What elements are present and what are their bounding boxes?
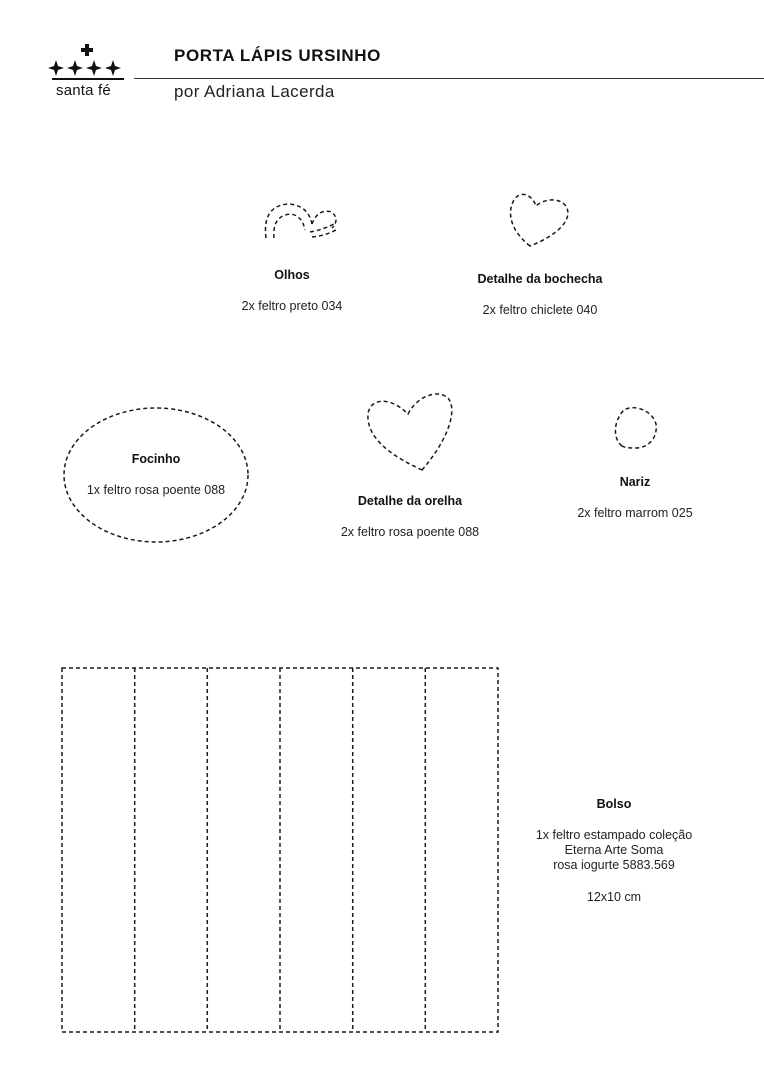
nariz-material: 2x feltro marrom 025 [577,506,693,520]
bochecha-shape [511,194,568,246]
brand-name: santa fé [56,82,111,99]
olhos-inner-shape [274,214,305,238]
nariz-label: Nariz [619,475,651,489]
olhos-lash-shape-2 [310,224,334,232]
focinho-material: 1x feltro rosa poente 088 [86,483,226,497]
orelha-material: 2x feltro rosa poente 088 [340,525,480,539]
page-author: por Adriana Lacerda [174,82,335,101]
olhos-shape [265,204,312,238]
bolso-material [509,828,719,873]
bolso-label: Bolso [596,797,632,811]
bolso-material-line: rosa iogurte 5883.569 [553,858,675,872]
orelha-label: Detalhe da orelha [357,494,463,508]
bolso-size: 12x10 cm [586,890,642,904]
bolso-material-line: Eterna Arte Soma [564,843,664,857]
bochecha-material: 2x feltro chiclete 040 [482,303,598,317]
olhos-label: Olhos [274,268,310,282]
focinho-shape [64,408,248,542]
nariz-shape [615,408,656,448]
page-title: PORTA LÁPIS URSINHO [174,46,381,65]
orelha-shape [368,394,452,470]
bolso-material-line: 1x feltro estampado coleção [535,828,693,842]
bochecha-label: Detalhe da bochecha [477,272,603,286]
olhos-material: 2x feltro preto 034 [241,299,343,313]
olhos-lash-shape-3 [312,230,336,237]
focinho-label: Focinho [131,452,181,466]
